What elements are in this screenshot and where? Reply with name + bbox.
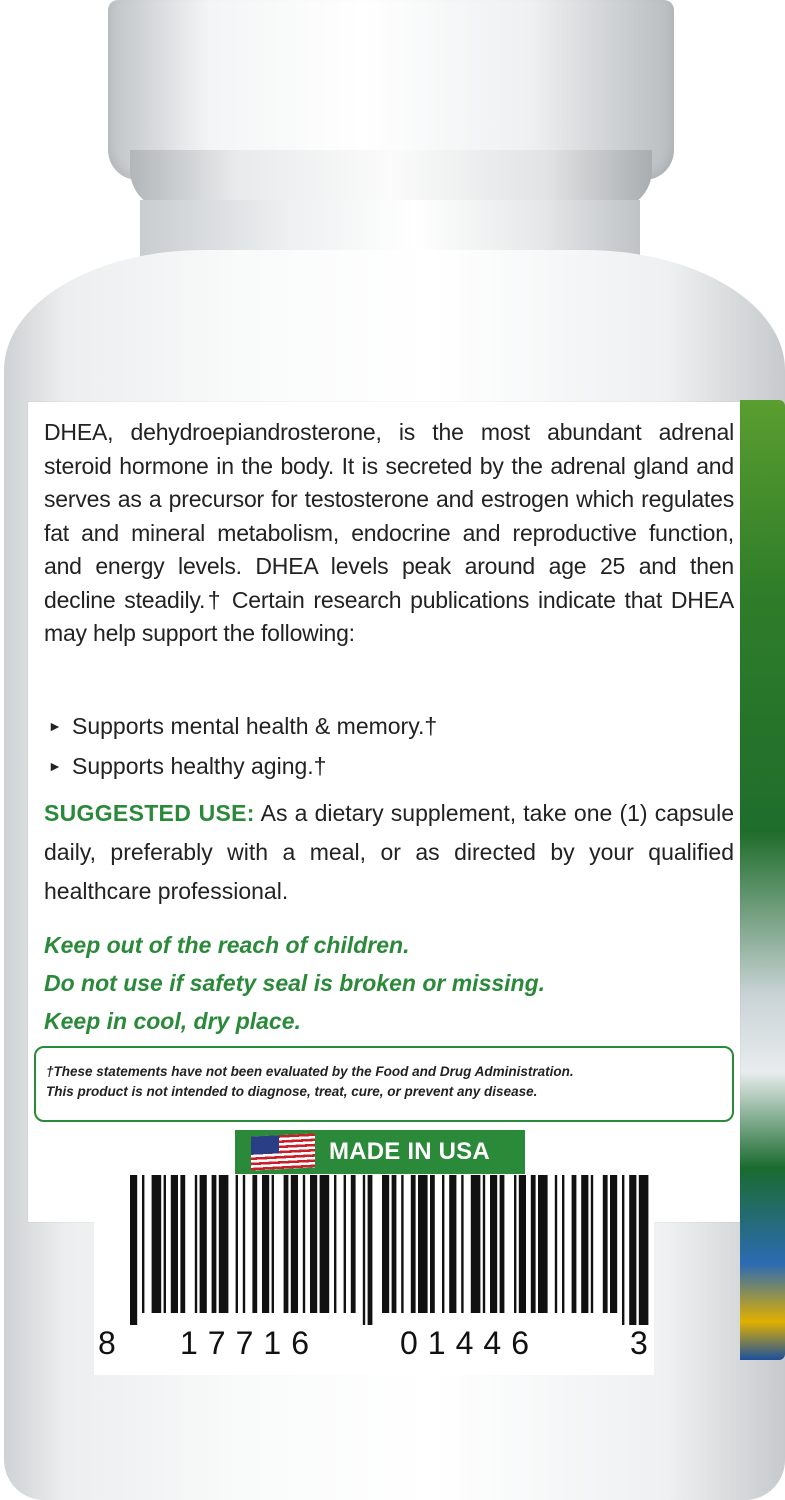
benefit-list bbox=[48, 706, 728, 786]
barcode-bar bbox=[461, 1175, 463, 1313]
us-flag-icon bbox=[251, 1133, 315, 1170]
barcode-right-group: 01446 bbox=[400, 1325, 539, 1361]
list-item bbox=[48, 746, 728, 786]
suggested-use-heading: SUGGESTED USE: bbox=[44, 800, 255, 826]
barcode-bar bbox=[430, 1175, 435, 1313]
benefit-text: Supports mental health & memory.† bbox=[72, 713, 438, 739]
back-label bbox=[28, 402, 740, 1222]
barcode-bar bbox=[591, 1175, 593, 1313]
barcode-bar bbox=[531, 1175, 536, 1313]
barcode-bar bbox=[629, 1175, 636, 1325]
barcode-bar bbox=[449, 1175, 456, 1313]
barcode-bar bbox=[603, 1175, 608, 1313]
list-item bbox=[48, 706, 728, 746]
barcode-bar bbox=[363, 1175, 365, 1325]
barcode-bar bbox=[368, 1175, 373, 1325]
warnings bbox=[44, 926, 734, 1040]
arrow-bullet-icon: ► bbox=[48, 758, 62, 774]
barcode-bar bbox=[572, 1175, 577, 1313]
barcode-lead-digit: 8 bbox=[98, 1325, 126, 1361]
barcode-bar bbox=[320, 1175, 330, 1313]
barcode-bar bbox=[622, 1175, 624, 1325]
barcode-bar bbox=[164, 1175, 166, 1313]
barcode-bar bbox=[303, 1175, 305, 1313]
made-in-text: MADE IN USA bbox=[329, 1138, 490, 1165]
barcode-bar bbox=[142, 1175, 144, 1313]
disclaimer-line: This product is not intended to diagnose, treat, cure, or prevent any disease. bbox=[46, 1084, 538, 1099]
barcode-bar bbox=[418, 1175, 428, 1313]
barcode-bar bbox=[519, 1175, 526, 1313]
warning-storage: Keep in cool, dry place. bbox=[44, 1008, 301, 1034]
barcode-bar bbox=[243, 1175, 245, 1313]
barcode-bar bbox=[310, 1175, 317, 1313]
barcode-bar bbox=[344, 1175, 346, 1313]
barcode-bar bbox=[442, 1175, 444, 1313]
disclaimer-line: †These statements have not been evaluated by the Food and Drug Administration. bbox=[46, 1064, 574, 1079]
fda-disclaimer bbox=[34, 1046, 734, 1122]
barcode-bar bbox=[334, 1175, 336, 1313]
barcode-bar bbox=[284, 1175, 289, 1313]
barcode-left-group: 17716 bbox=[180, 1325, 319, 1361]
barcode-bar bbox=[500, 1175, 505, 1313]
barcode-bar bbox=[180, 1175, 185, 1313]
barcode-bar bbox=[212, 1175, 217, 1313]
barcode-bar bbox=[471, 1175, 481, 1313]
barcode-bar bbox=[291, 1175, 298, 1313]
made-in-usa-badge bbox=[235, 1130, 525, 1174]
barcode-bar bbox=[490, 1175, 497, 1313]
barcode-bar bbox=[555, 1175, 557, 1313]
barcode-bar bbox=[152, 1175, 162, 1313]
barcode-check-digit: 3 bbox=[630, 1325, 658, 1361]
barcode-bar bbox=[382, 1175, 389, 1313]
warning-seal: Do not use if safety seal is broken or missing. bbox=[44, 970, 546, 996]
barcode-bar bbox=[171, 1175, 178, 1313]
suggested-use bbox=[44, 794, 734, 911]
barcode-bar bbox=[272, 1175, 274, 1313]
warning-children: Keep out of the reach of children. bbox=[44, 932, 410, 958]
benefit-text: Supports healthy aging.† bbox=[72, 753, 327, 779]
barcode-bar bbox=[200, 1175, 207, 1313]
barcode-bar bbox=[538, 1175, 548, 1313]
barcode-bar bbox=[639, 1175, 649, 1325]
barcode-bar bbox=[351, 1175, 356, 1313]
product-description: DHEA, dehydroepiandrosterone, is the most abundant adrenal steroid hormone in the body. It is secreted by the adrenal gland and serves as a precursor for testosterone and estrogen which regulates fat and mineral metabolism, endocrine and reproductive function, and energy levels. DHEA levels peak around age 25 and then decline steadily.† Certain research publications indicate that DHEA may help support the following: bbox=[44, 419, 734, 646]
barcode-bar bbox=[401, 1175, 403, 1313]
barcode-bar bbox=[610, 1175, 617, 1313]
barcode-bar bbox=[236, 1175, 238, 1313]
barcode-bar bbox=[392, 1175, 397, 1313]
barcode-bars bbox=[94, 1175, 654, 1325]
barcode-bar bbox=[483, 1175, 485, 1313]
barcode bbox=[94, 1175, 658, 1375]
front-label-edge bbox=[740, 400, 785, 1360]
barcode-bar bbox=[581, 1175, 588, 1313]
barcode-bar bbox=[130, 1175, 137, 1325]
barcode-bar bbox=[562, 1175, 564, 1313]
barcode-bar bbox=[514, 1175, 516, 1313]
suggested-use-text: As a dietary supplement, take one (1) capsule daily, preferably with a meal, or as directed by your qualified healthcare professional. bbox=[44, 800, 734, 904]
barcode-bar bbox=[219, 1175, 229, 1313]
arrow-bullet-icon: ► bbox=[48, 718, 62, 734]
barcode-bar bbox=[252, 1175, 257, 1313]
barcode-bar bbox=[195, 1175, 197, 1313]
barcode-bar bbox=[262, 1175, 269, 1313]
barcode-bar bbox=[411, 1175, 416, 1313]
